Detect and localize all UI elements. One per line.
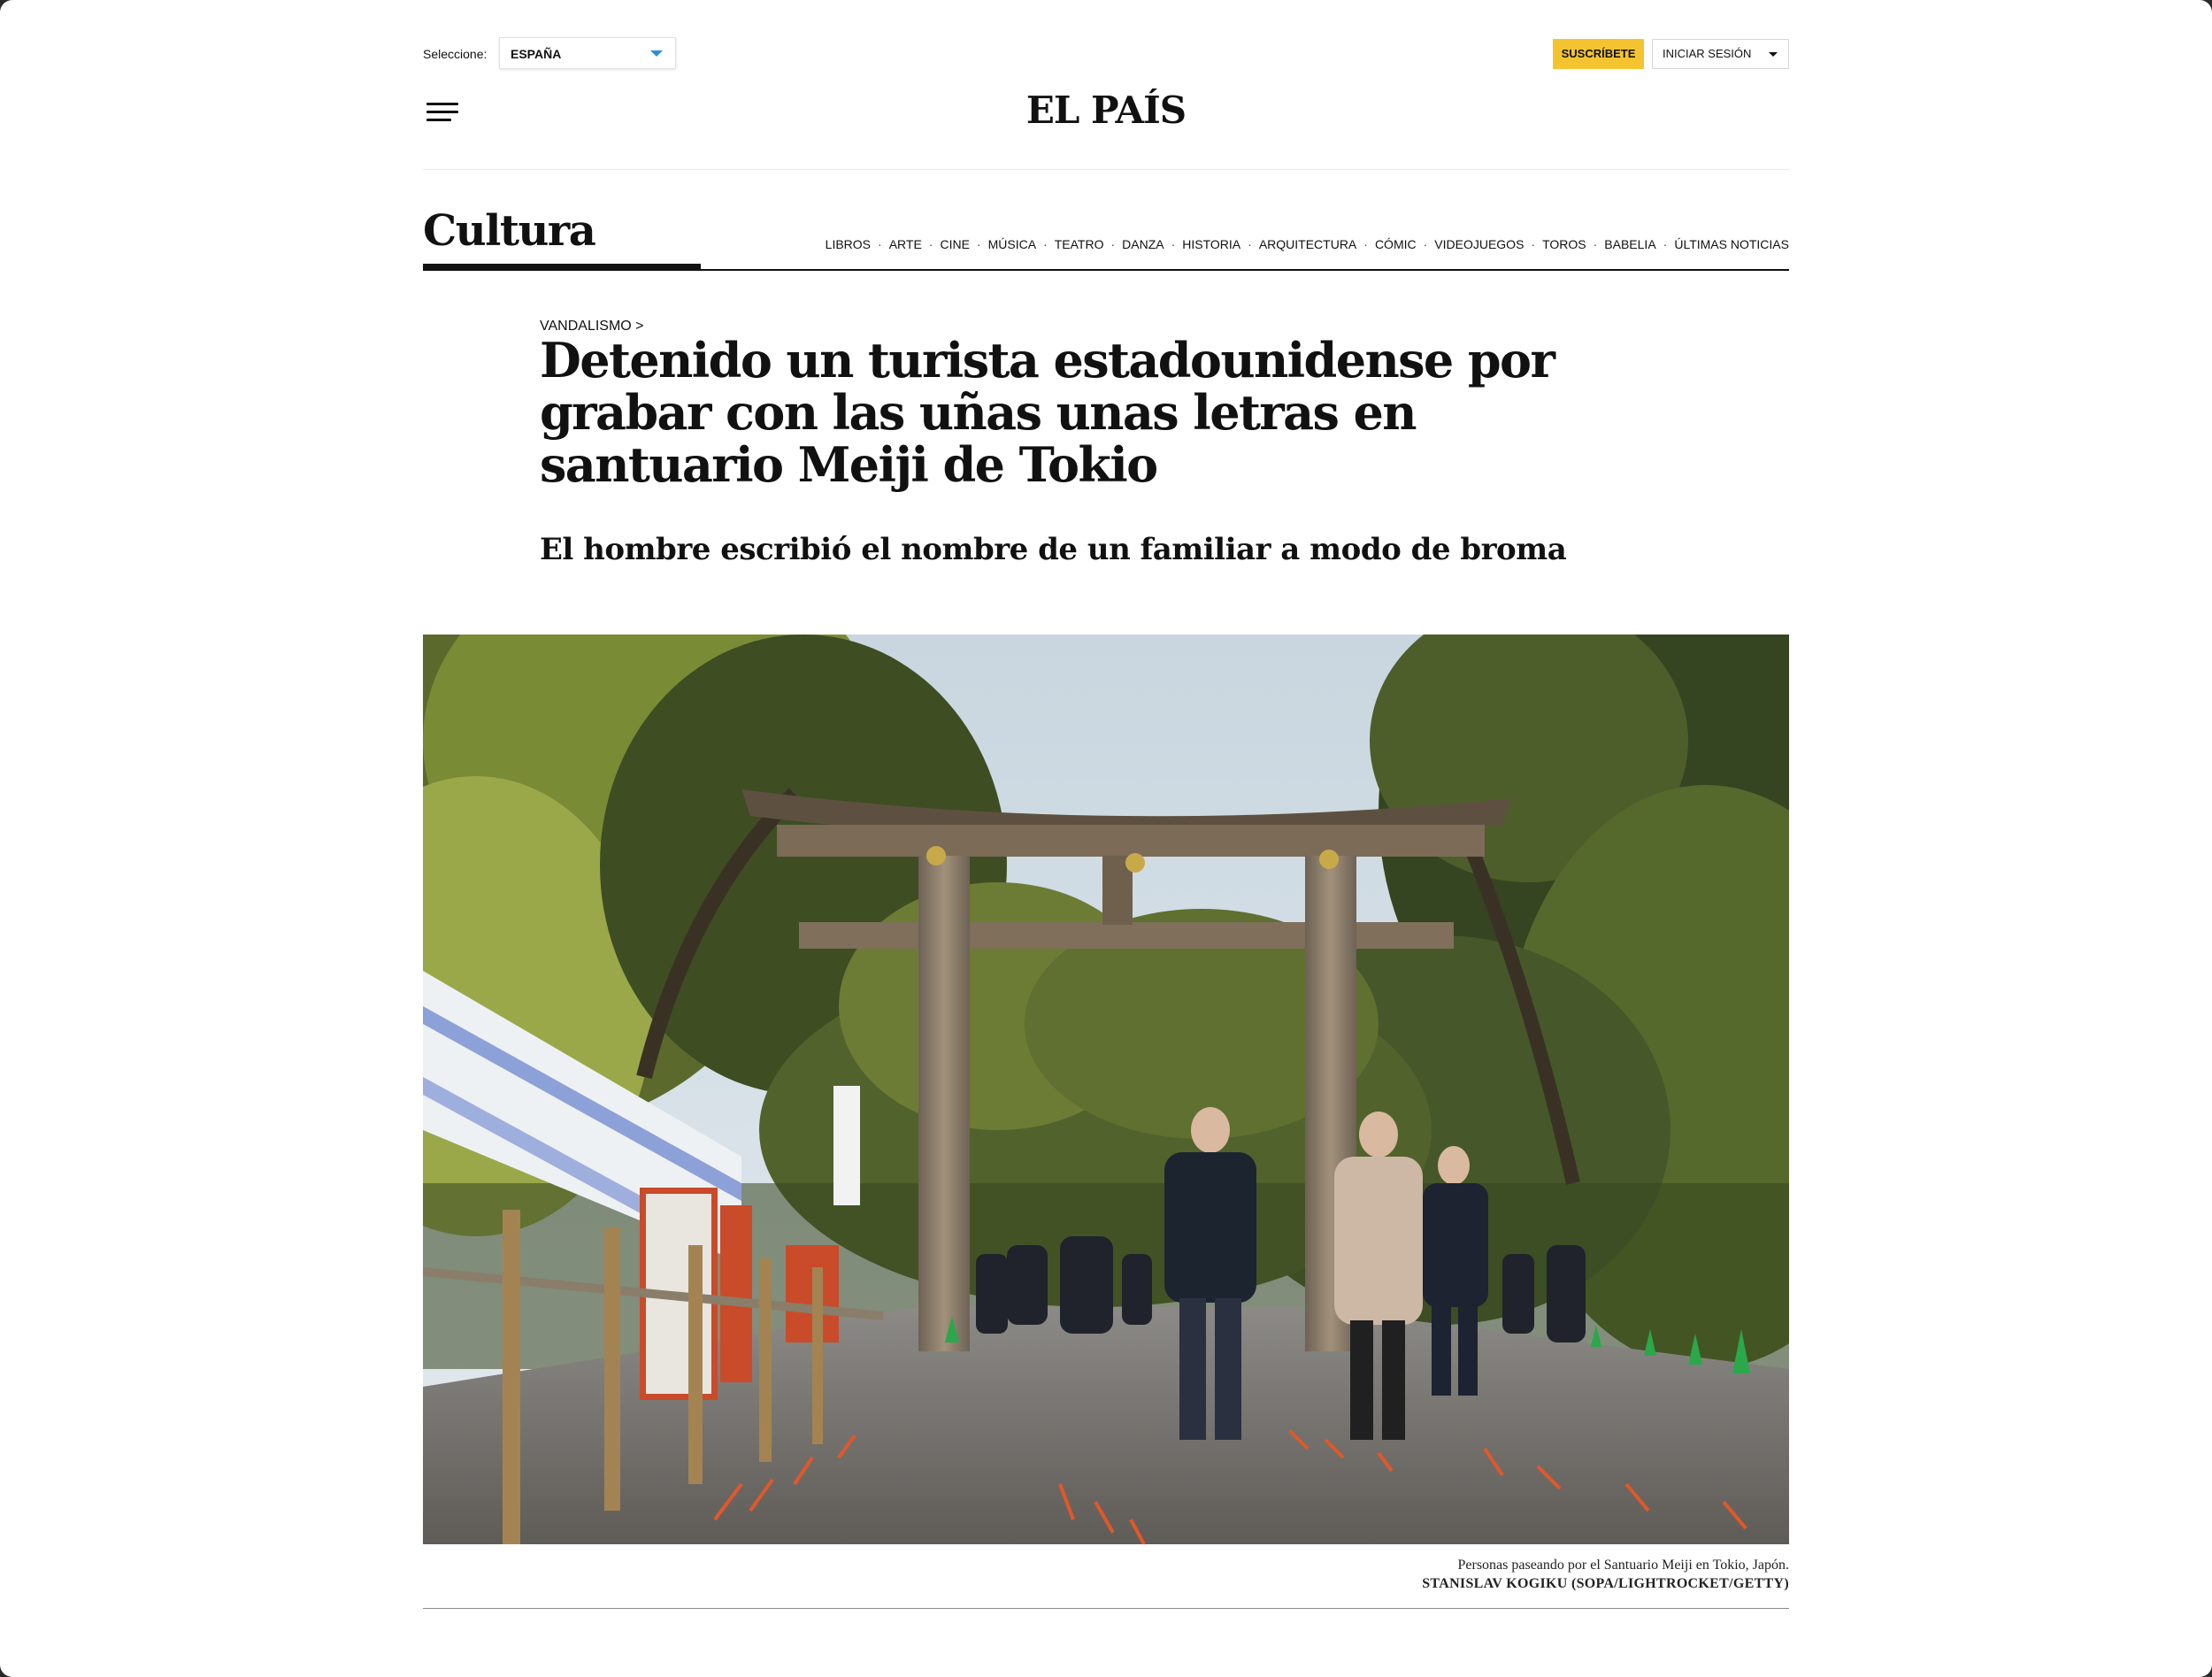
section-nav-item[interactable]: MÚSICA [987,237,1037,251]
section-nav-item[interactable]: DANZA [1122,237,1164,251]
section-nav-item[interactable]: BABELIA [1604,237,1656,251]
subscribe-button[interactable]: SUSCRÍBETE [1553,39,1644,69]
nav-separator: · [1423,237,1428,251]
nav-separator: · [878,237,882,251]
section-nav [826,237,1789,251]
login-button-label: INICIAR SESIÓN [1663,47,1752,60]
nav-separator: · [1043,237,1048,251]
nav-separator: · [928,237,933,251]
section-nav-item[interactable]: ÚLTIMAS NOTICIAS [1674,237,1789,251]
article-subheadline: El hombre escribió el nombre de un familiar a modo de broma [540,532,1567,567]
nav-separator: · [1531,237,1536,251]
section-title[interactable]: Cultura [423,206,595,256]
nav-separator: · [1248,237,1252,251]
section-nav-item[interactable]: ARTE [888,237,922,251]
edition-select-label: Seleccione: [423,47,488,61]
login-button[interactable] [1652,39,1789,69]
chevron-down-icon [1769,52,1778,57]
edition-select-value: ESPAÑA [511,47,562,61]
nav-separator: · [1110,237,1116,251]
section-nav-item[interactable]: VIDEOJUEGOS [1434,237,1525,251]
section-nav-item[interactable]: CINE [940,237,970,251]
photo-caption [1422,1556,1789,1593]
section-nav-item[interactable]: TEATRO [1054,237,1104,251]
section-nav-item[interactable]: TOROS [1542,237,1586,251]
article-photo[interactable] [423,635,1789,1544]
section-divider [423,269,1789,271]
caption-divider [423,1608,1789,1609]
hamburger-icon[interactable] [426,103,458,122]
top-bar [423,37,1789,73]
site-logo[interactable]: EL PAÍS [1025,88,1187,132]
photo-torii-gate [423,635,1789,1544]
edition-select[interactable] [499,37,676,69]
nav-separator: · [1593,237,1598,251]
nav-separator: · [1663,237,1668,251]
photo-credit: STANISLAV KOGIKU (SOPA/LIGHTROCKET/GETTY) [1422,1576,1789,1591]
section-nav-item[interactable]: ARQUITECTURA [1258,237,1357,251]
section-nav-item[interactable]: CÓMIC [1374,237,1417,251]
masthead-divider [423,169,1789,170]
photo-caption-text: Personas paseando por el Santuario Meiji en Tokio, Japón. [1457,1558,1789,1573]
nav-separator: · [1171,237,1176,251]
nav-separator: · [976,237,981,251]
chevron-down-icon [650,50,663,57]
article-kicker[interactable]: VANDALISMO > [540,319,644,334]
section-nav-item[interactable]: LIBROS [825,237,872,251]
section-nav-item[interactable]: HISTORIA [1182,237,1241,251]
nav-separator: · [1363,237,1368,251]
article-headline: Detenido un turista estadounidense por grabar con las uñas unas letras en santuario Meiji de Tokio [540,332,1555,493]
